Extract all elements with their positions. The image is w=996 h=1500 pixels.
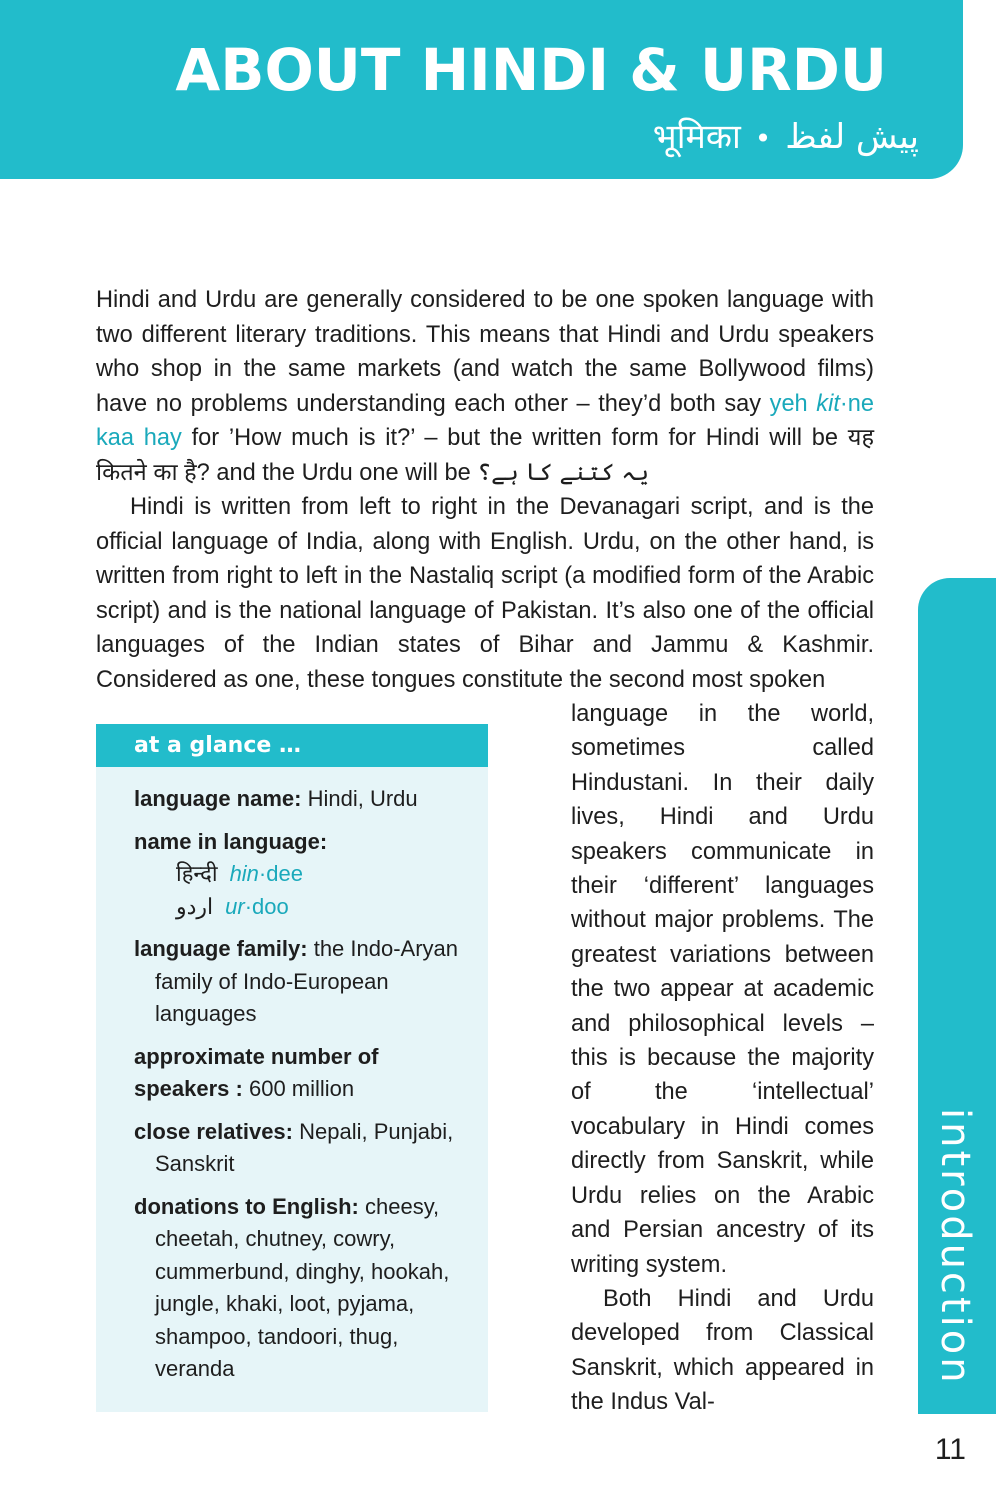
section-tab-label: introduction	[932, 1108, 978, 1386]
hindi-native-name: हिन्दी	[176, 861, 218, 886]
glance-entry-relatives	[134, 1116, 472, 1181]
urdu-name-line	[155, 891, 472, 924]
phrase-part: yeh	[769, 390, 817, 417]
glance-entry-language-name	[134, 783, 472, 816]
entry-label: language name:	[134, 786, 302, 811]
glance-entry-name-in-language	[134, 826, 472, 924]
right-column-text	[571, 697, 874, 1420]
paragraph-text: for ’How much is it?’ – but the written form for Hindi will be	[181, 425, 848, 451]
glance-entry-family	[134, 933, 472, 1031]
urdu-native-name: اردو	[176, 893, 214, 919]
glance-entry-donations	[134, 1191, 472, 1386]
entry-value: Nepali, Punjabi, Sanskrit	[155, 1118, 454, 1176]
subtitle-separator: •	[754, 122, 772, 155]
paragraph-intro	[96, 283, 874, 490]
subtitle-urdu: پیش لفظ	[785, 117, 919, 157]
column-paragraph: language in the world, sometimes called Hindustani. In their daily lives, Hindi and Urdu speakers communicate in their ‘different’ languages without major problems. The greatest variations between the two appear at academic and philosophical levels – this is because the majority of the ‘intellectual’ vocabulary in Hindi comes directly from Sanskrit, while Urdu relies on the Arabic and Persian ancestry of its writing system.	[571, 701, 874, 1278]
urdu-romanization	[225, 894, 289, 919]
entry-value: cheesy, cheetah, chutney, cowry, cummerbund, dinghy, hookah, jungle, khaki, loot, pyjama, shampoo, tandoori, thug, veranda	[155, 1193, 450, 1381]
chapter-subtitle	[653, 112, 919, 158]
at-a-glance-box	[96, 724, 488, 1412]
subtitle-hindi: भूमिका	[652, 117, 741, 157]
entry-label: language family:	[134, 936, 308, 961]
glance-list	[96, 767, 488, 1386]
glance-entry-speakers	[134, 1041, 472, 1106]
paragraph-text: and the Urdu one will be	[209, 459, 478, 486]
roman-part: ·doo	[244, 893, 289, 919]
phrase-stress: kit	[816, 390, 840, 417]
urdu-script-example: یہ کتنے کا ہے؟	[477, 459, 650, 486]
entry-value: Hindi, Urdu	[301, 786, 418, 811]
paragraph-scripts: Hindi is written from left to right in the Devanagari script, and is the official language of India, along with English. Urdu, on the other hand, is written from right to left in the Nastaliq script (a modified form of the Arabic script) and is the national language of Pakistan. It’s also one of the official languages of the Indian states of Bihar and Jammu & Kashmir. Considered as one, these tongues constitute the second most spoken	[96, 494, 874, 693]
roman-stress: ur	[225, 893, 245, 919]
at-a-glance-heading: at a glance …	[96, 724, 488, 767]
entry-label: approximate number of speakers :	[134, 1043, 379, 1101]
page-number: 11	[934, 1433, 966, 1466]
entry-label: donations to English:	[134, 1193, 359, 1219]
paragraph-text: Hindi and Urdu are generally considered to be one spoken language with two different literary traditions. This means that Hindi and Urdu speakers who shop in the same markets (and watch the same Bollywood films) have no problems understanding each other – they’d both say	[96, 287, 874, 417]
entry-value: the Indo-Aryan family of Indo-European languages	[155, 936, 459, 1026]
hindi-romanization	[230, 861, 303, 886]
entry-label: name in language:	[134, 828, 328, 854]
entry-label: close relatives:	[134, 1118, 293, 1144]
column-paragraph: Both Hindi and Urdu developed from Classical Sanskrit, which appeared in the Indus Val-	[571, 1285, 874, 1416]
roman-stress: hin	[229, 861, 259, 886]
chapter-header	[0, 0, 963, 179]
hindi-script-example: यह कितने का है?	[96, 425, 874, 486]
section-tab	[918, 578, 996, 1414]
chapter-title: ABOUT HINDI & URDU	[175, 36, 887, 104]
roman-part: ·dee	[258, 861, 303, 886]
phrase-part: ·ne kaa hay	[96, 390, 874, 451]
hindi-name-line	[155, 858, 472, 891]
entry-value: 600 million	[242, 1076, 355, 1101]
